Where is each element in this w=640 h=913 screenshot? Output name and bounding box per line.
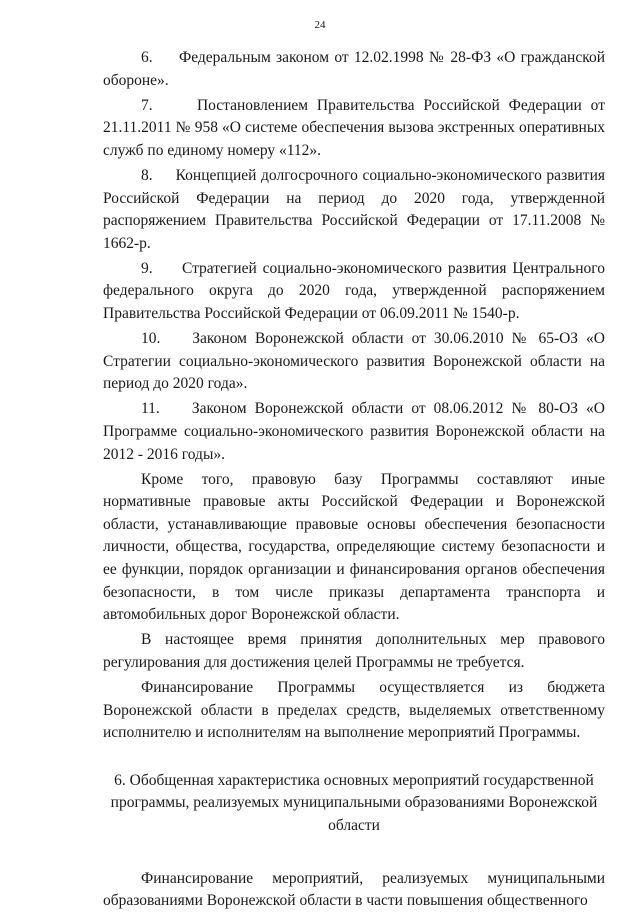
list-item-voronezh-law-program: 11. Законом Воронежской области от 08.06.2012 № 80-ОЗ «О Программе социально-экономического развития Воронежской области на 2012 - 2016 годы». (103, 400, 605, 463)
paragraph-financing: Финансирование Программы осуществляется из бюджета Воронежской области в пределах средств, выделяемых ответственному исполнителю и исполнителям на выполнение мероприятий Программы. (103, 679, 605, 742)
paragraph-regulation: В настоящее время принятия дополнительных мер правового регулирования для достижения целей Программы не требуется. (103, 631, 605, 671)
section-body-paragraph: Финансирование мероприятий, реализуемых муниципальными образованиями Воронежской области в части повышения общественного (103, 869, 605, 910)
document-body (103, 47, 605, 913)
section-heading: 6. Обобщенная характеристика основных мероприятий государственной программы, реализуемых муниципальными образованиями Воронежской области (110, 771, 598, 834)
list-item-concept: 8. Концепцией долгосрочного социально-экономического развития Российской Федерации на период до 2020 года, утвержденной распоряжением Правительства Российской Федерации от 17.11.2008 № 1662-р. (103, 166, 605, 252)
list-item-strategy-cfo: 9. Стратегией социально-экономического развития Центрального федерального округа до 2020 года, утвержденной распоряжением Правительства Российской Федерации от 06.09.2011 № 1540-р. (103, 259, 605, 323)
list-item-federal-law: 6. Федеральным законом от 12.02.1998 № 28-ФЗ «О гражданской обороне». (103, 49, 605, 89)
page-number: 24 (314, 19, 326, 31)
list-item-government-resolution: 7. Постановлением Правительства Российской Федерации от 21.11.2011 № 958 «О системе обеспечения вызова экстренных оперативных служб по единому номеру «112». (103, 96, 605, 159)
paragraph-legal-basis: Кроме того, правовую базу Программы составляют иные нормативные правовые акты Российской Федерации и Воронежской области, устанавливающие правовые основы обеспечения безопасности личности, общества, государства, определяющие систему безопасности и ее функции, порядок организации и финансирования органов обеспечения безопасности, в том числе приказы департамента транспорта и автомобильных дорог Воронежской области. (103, 470, 605, 624)
list-item-voronezh-law-strategy: 10. Законом Воронежской области от 30.06.2010 № 65-ОЗ «О Стратегии социально-экономического развития Воронежской области на период до 2020 года». (103, 330, 605, 393)
